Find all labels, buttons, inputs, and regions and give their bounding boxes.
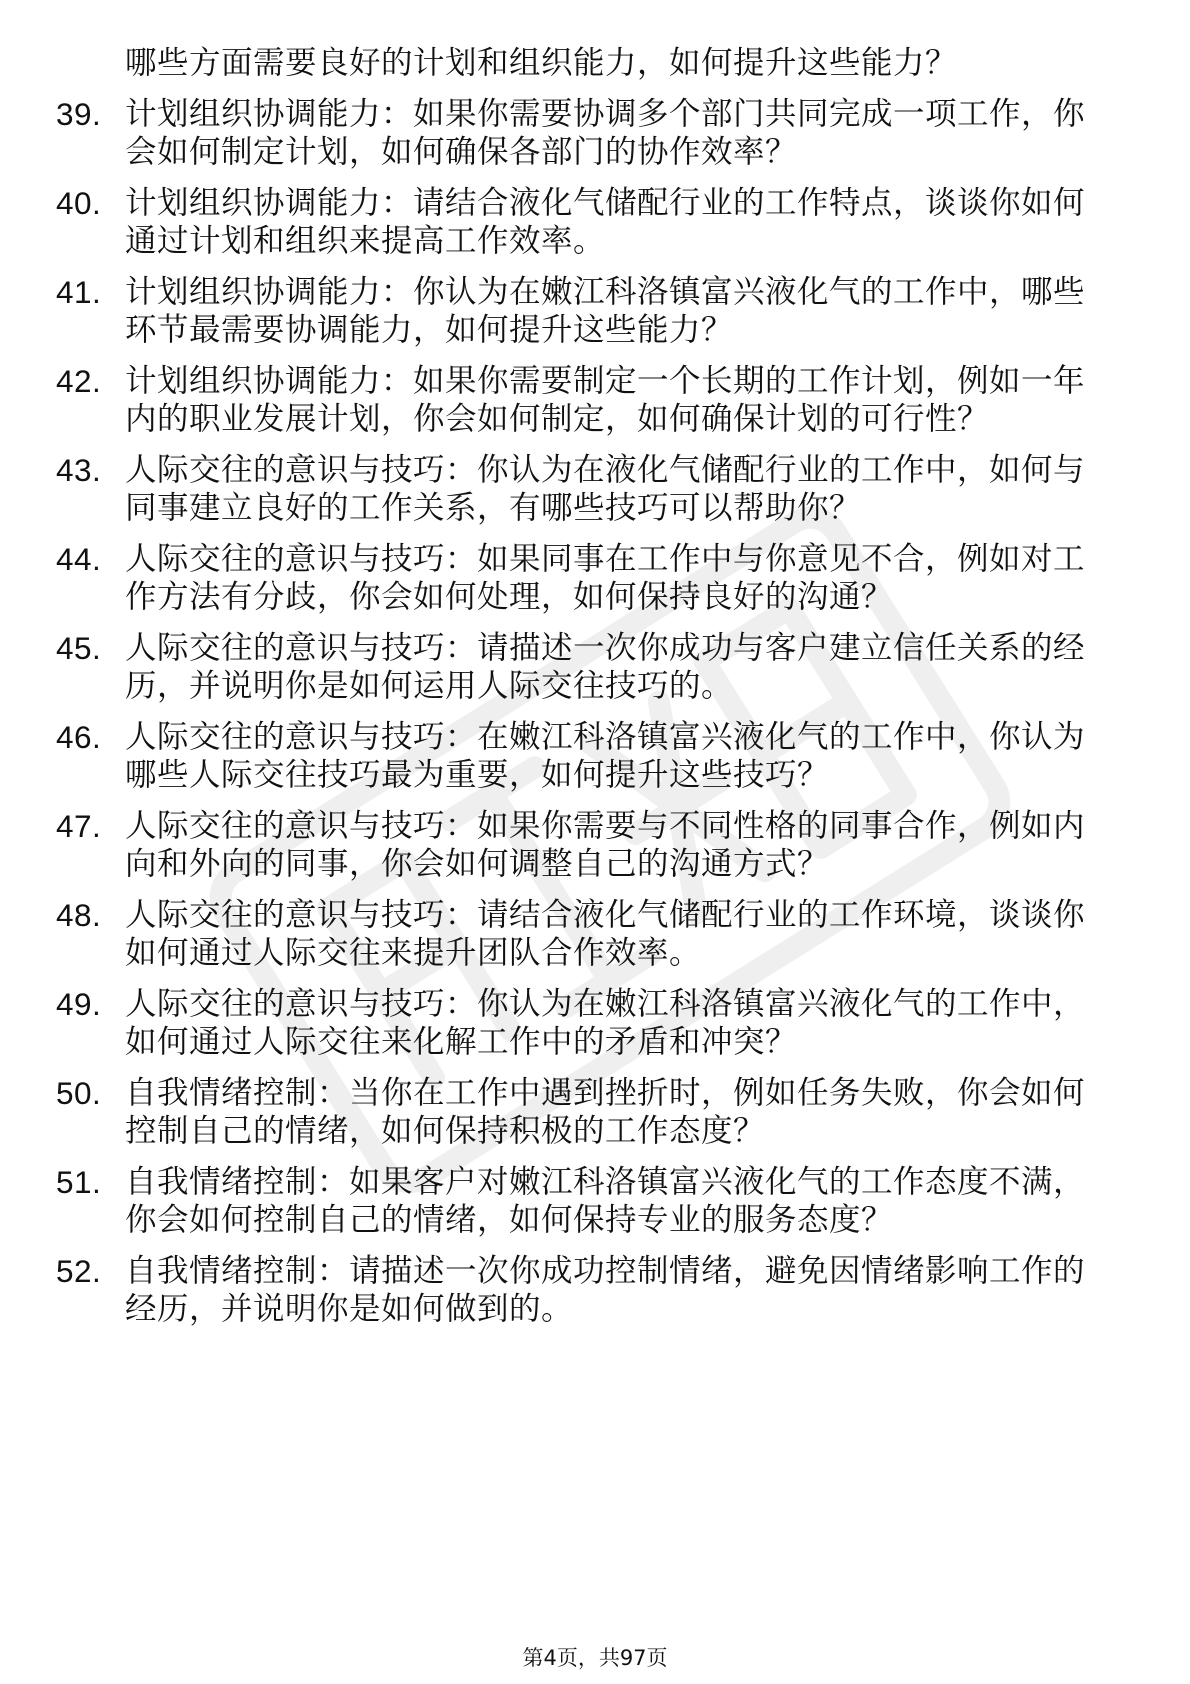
continuation-text: 哪些方面需要良好的计划和组织能力，如何提升这些能力？ xyxy=(125,45,958,81)
item-text: 计划组织协调能力：如果你需要协调多个部门共同完成一项工作，你会如何制定计划，如何确保各部门的协作效率？ xyxy=(125,96,1086,170)
item-text: 计划组织协调能力：如果你需要制定一个长期的工作计划，例如一年内的职业发展计划，你会如何制定，如何确保计划的可行性？ xyxy=(125,363,1086,437)
item-text: 计划组织协调能力：请结合液化气储配行业的工作特点，谈谈你如何通过计划和组织来提高工作效率。 xyxy=(125,185,1086,259)
item-text: 人际交往的意识与技巧：请描述一次你成功与客户建立信任关系的经历，并说明你是如何运用人际交往技巧的。 xyxy=(125,630,1086,704)
item-number: 41. xyxy=(56,274,102,310)
document-body xyxy=(0,44,1190,1341)
item-text: 计划组织协调能力：你认为在嫩江科洛镇富兴液化气的工作中，哪些环节最需要协调能力，如何提升这些能力？ xyxy=(125,274,1086,348)
list-item xyxy=(0,451,1190,527)
item-text: 人际交往的意识与技巧：你认为在嫩江科洛镇富兴液化气的工作中，如何通过人际交往来化解工作中的矛盾和冲突？ xyxy=(125,986,1086,1060)
item-number: 39. xyxy=(56,96,102,132)
item-text: 自我情绪控制：当你在工作中遇到挫折时，例如任务失败，你会如何控制自己的情绪，如何保持积极的工作态度？ xyxy=(125,1075,1086,1149)
item-number: 43. xyxy=(56,452,102,488)
item-text: 人际交往的意识与技巧：如果同事在工作中与你意见不合，例如对工作方法有分歧，你会如何处理，如何保持良好的沟通？ xyxy=(125,541,1086,615)
list-item xyxy=(0,540,1190,616)
item-number: 49. xyxy=(56,986,102,1022)
list-item xyxy=(0,1074,1190,1150)
item-number: 47. xyxy=(56,808,102,844)
list-item xyxy=(0,985,1190,1061)
item-number: 45. xyxy=(56,630,102,666)
list-item xyxy=(0,718,1190,794)
list-item xyxy=(0,362,1190,438)
item-number: 46. xyxy=(56,719,102,755)
item-text: 人际交往的意识与技巧：你认为在液化气储配行业的工作中，如何与同事建立良好的工作关系，有哪些技巧可以帮助你？ xyxy=(125,452,1086,526)
item-text: 自我情绪控制：如果客户对嫩江科洛镇富兴液化气的工作态度不满，你会如何控制自己的情绪，如何保持专业的服务态度？ xyxy=(125,1164,1086,1238)
item-number: 44. xyxy=(56,541,102,577)
list-item xyxy=(0,273,1190,349)
list-item xyxy=(0,1163,1190,1239)
item-number: 40. xyxy=(56,185,102,221)
list-item xyxy=(0,184,1190,260)
item-text: 人际交往的意识与技巧：请结合液化气储配行业的工作环境，谈谈你如何通过人际交往来提升团队合作效率。 xyxy=(125,897,1086,971)
page-footer: 第4页，共97页 xyxy=(522,1646,668,1670)
item-number: 50. xyxy=(56,1075,102,1111)
list-item xyxy=(0,1252,1190,1328)
item-number: 51. xyxy=(56,1164,102,1200)
item-number: 52. xyxy=(56,1253,102,1289)
question-list xyxy=(0,95,1190,1328)
item-number: 48. xyxy=(56,897,102,933)
list-item xyxy=(0,95,1190,171)
item-number: 42. xyxy=(56,363,102,399)
item-text: 人际交往的意识与技巧：如果你需要与不同性格的同事合作，例如内向和外向的同事，你会如何调整自己的沟通方式？ xyxy=(125,808,1086,882)
list-item xyxy=(0,629,1190,705)
list-item xyxy=(0,807,1190,883)
item-text: 人际交往的意识与技巧：在嫩江科洛镇富兴液化气的工作中，你认为哪些人际交往技巧最为重要，如何提升这些技巧？ xyxy=(125,719,1086,793)
list-item xyxy=(0,896,1190,972)
item-text: 自我情绪控制：请描述一次你成功控制情绪，避免因情绪影响工作的经历，并说明你是如何做到的。 xyxy=(125,1253,1086,1327)
